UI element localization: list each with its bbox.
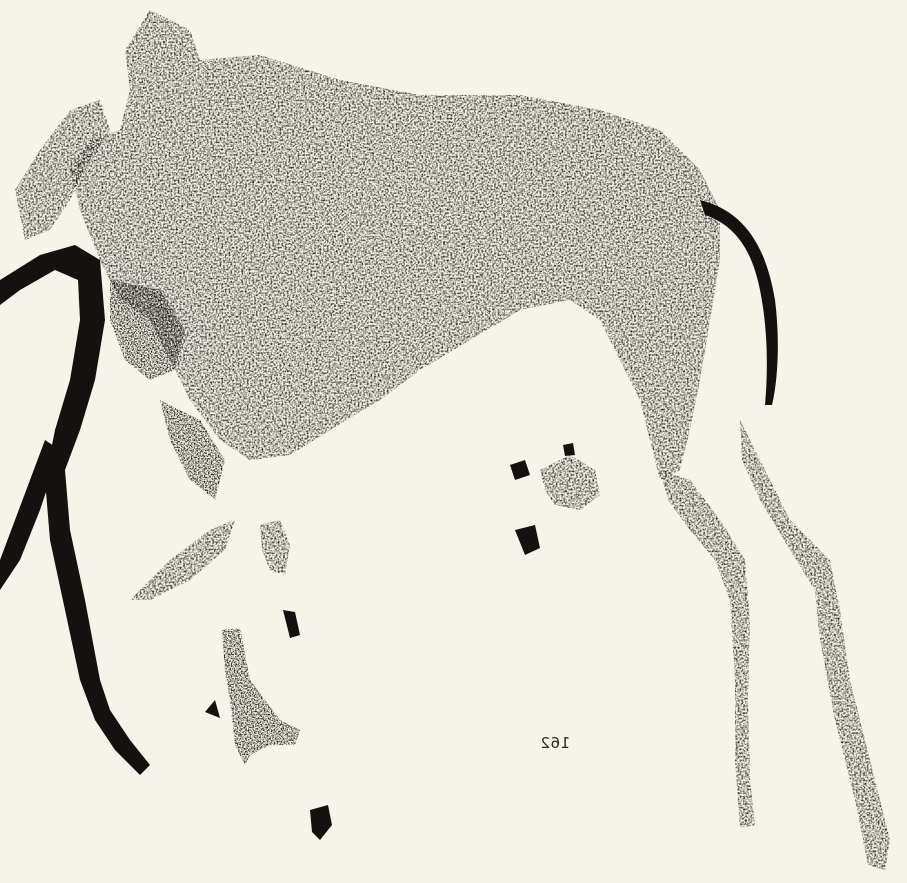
fragment-dot-a: [510, 460, 530, 480]
fragment-dot-b: [515, 525, 540, 555]
hind-legs: [660, 420, 890, 870]
fragment-dot-c: [563, 443, 575, 456]
hind-leg-rear: [740, 420, 890, 870]
fragment-small-a: [260, 520, 290, 575]
fragment-small-b: [283, 610, 300, 638]
fragment-triangle: [205, 700, 220, 718]
fragment-bottom: [310, 805, 332, 840]
fragment-cluster: [540, 455, 600, 510]
page-number: 162: [540, 734, 571, 752]
fragment-vertical: [222, 628, 300, 765]
hind-leg-front: [660, 470, 755, 828]
fragment-leaf: [130, 520, 235, 600]
scattered-fragments: [130, 443, 600, 840]
